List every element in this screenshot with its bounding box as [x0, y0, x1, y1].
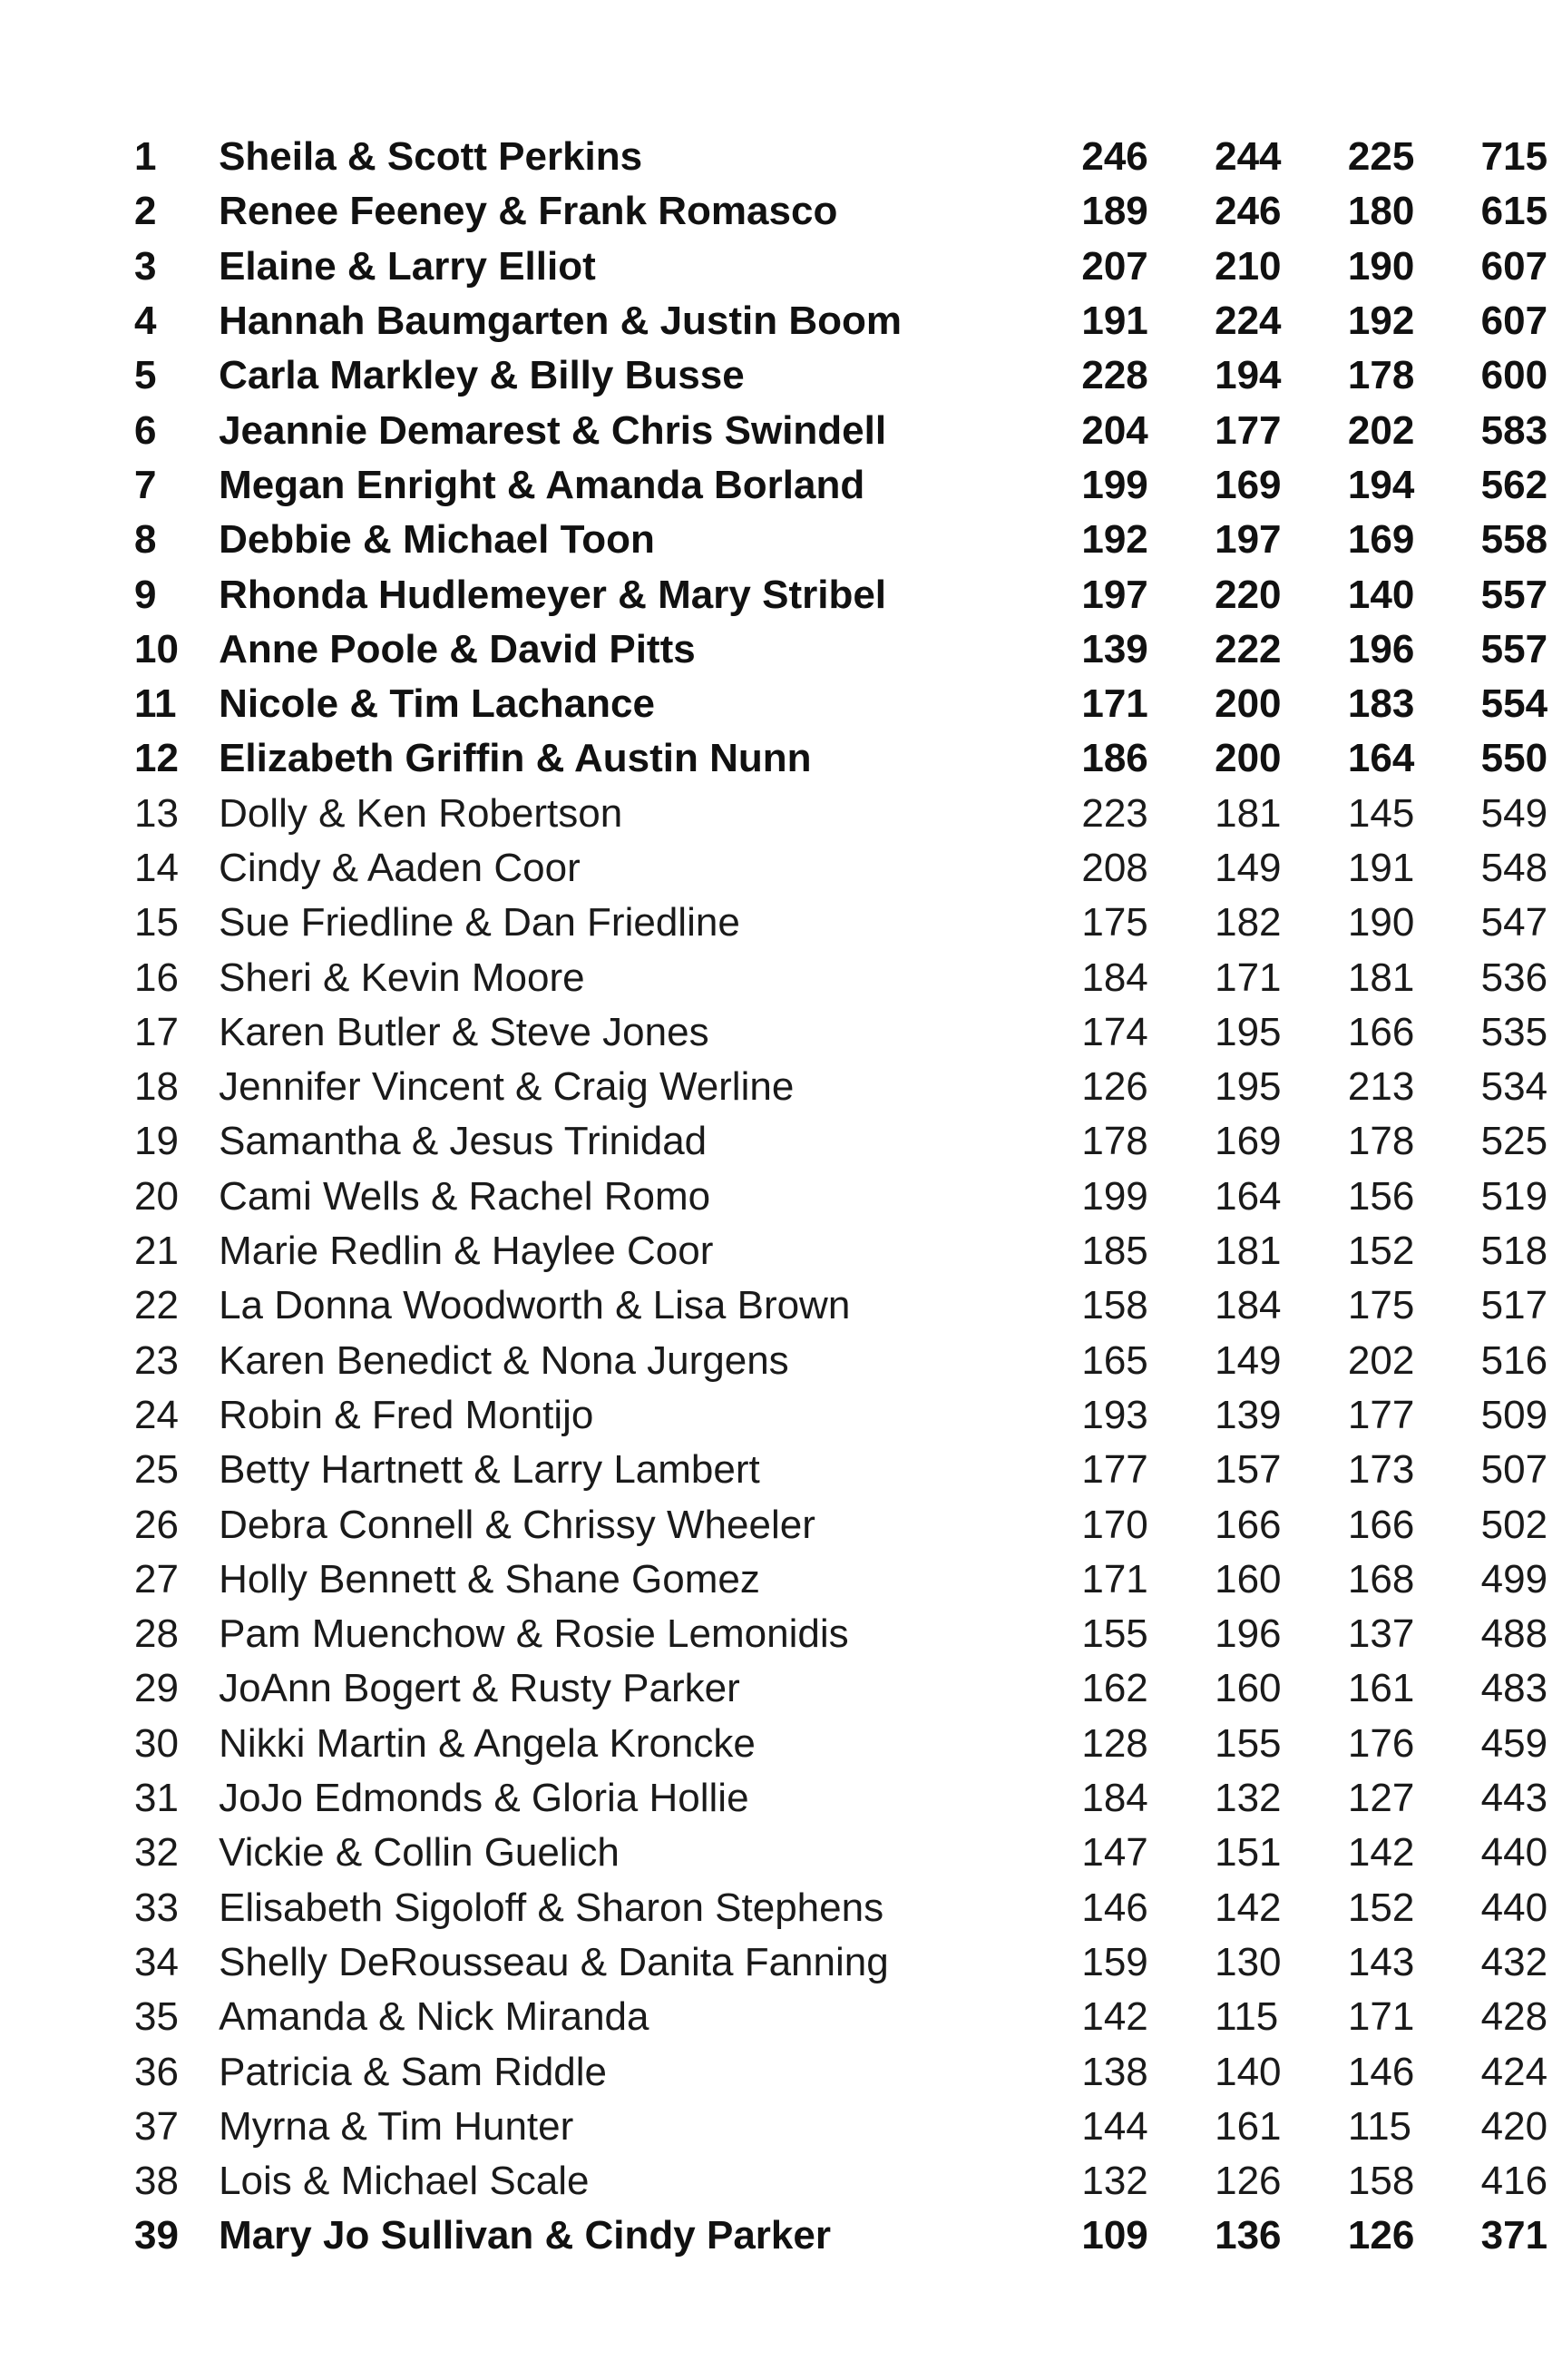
- game-2-score: 210: [1215, 243, 1282, 289]
- game-2-score: 181: [1215, 1229, 1282, 1274]
- game-2-score: 200: [1215, 736, 1282, 781]
- rank-cell: 4: [134, 299, 157, 344]
- total-score: 432: [1480, 1939, 1548, 1984]
- total-score: 525: [1480, 1119, 1548, 1164]
- game-2-score: 136: [1215, 2213, 1282, 2258]
- game-1-score: 178: [1081, 1119, 1148, 1164]
- game-3-score: 166: [1347, 1502, 1415, 1547]
- game-1-score: 171: [1081, 1556, 1148, 1601]
- rank-cell: 10: [134, 626, 179, 671]
- team-name: Cami Wells & Rachel Romo: [219, 1173, 711, 1219]
- game-2-score: 126: [1215, 2159, 1282, 2204]
- game-2-score: 182: [1215, 900, 1282, 945]
- total-score: 516: [1480, 1337, 1548, 1383]
- game-3-score: 137: [1347, 1611, 1415, 1657]
- team-name: Marie Redlin & Haylee Coor: [219, 1229, 714, 1274]
- rank-cell: 29: [134, 1666, 179, 1711]
- rank-cell: 5: [134, 353, 157, 398]
- rank-cell: 15: [134, 900, 179, 945]
- game-1-score: 177: [1081, 1447, 1148, 1493]
- game-1-score: 170: [1081, 1502, 1148, 1547]
- game-3-score: 192: [1347, 299, 1415, 344]
- game-2-score: 184: [1215, 1283, 1282, 1328]
- game-1-score: 146: [1081, 1885, 1148, 1930]
- team-name: Elaine & Larry Elliot: [219, 243, 596, 289]
- table-row: [134, 1334, 1562, 1388]
- rank-cell: 37: [134, 2103, 179, 2149]
- team-name: Elizabeth Griffin & Austin Nunn: [219, 736, 812, 781]
- game-2-score: 224: [1215, 299, 1282, 344]
- table-row: [134, 184, 1562, 239]
- game-3-score: 140: [1347, 572, 1415, 617]
- game-1-score: 191: [1081, 299, 1148, 344]
- game-1-score: 223: [1081, 790, 1148, 836]
- total-score: 459: [1480, 1720, 1548, 1766]
- game-3-score: 173: [1347, 1447, 1415, 1493]
- table-row: [134, 1771, 1562, 1826]
- team-name: La Donna Woodworth & Lisa Brown: [219, 1283, 851, 1328]
- team-name: Carla Markley & Billy Busse: [219, 353, 745, 398]
- team-name: Debbie & Michael Toon: [219, 517, 655, 563]
- total-score: 428: [1480, 1994, 1548, 2040]
- rank-cell: 32: [134, 1830, 179, 1876]
- game-3-score: 191: [1347, 846, 1415, 890]
- game-3-score: 115: [1347, 2103, 1412, 2149]
- game-3-score: 142: [1347, 1830, 1415, 1876]
- total-score: 440: [1480, 1830, 1548, 1876]
- game-3-score: 146: [1347, 2049, 1415, 2094]
- team-name: Holly Bennett & Shane Gomez: [219, 1556, 760, 1601]
- team-name: Karen Butler & Steve Jones: [219, 1009, 709, 1054]
- game-3-score: 190: [1347, 900, 1415, 945]
- game-1-score: 126: [1081, 1064, 1148, 1110]
- game-1-score: 175: [1081, 900, 1148, 945]
- table-row: [134, 841, 1562, 896]
- team-name: Nicole & Tim Lachance: [219, 681, 655, 727]
- game-2-score: 155: [1215, 1720, 1282, 1766]
- rank-cell: 16: [134, 955, 179, 1000]
- total-score: 549: [1480, 790, 1548, 836]
- game-1-score: 142: [1081, 1994, 1148, 2040]
- game-3-score: 158: [1347, 2159, 1415, 2204]
- game-1-score: 171: [1081, 681, 1148, 727]
- table-row: [134, 1935, 1562, 1990]
- table-row: [134, 1388, 1562, 1443]
- total-score: 607: [1480, 243, 1548, 289]
- game-1-score: 162: [1081, 1666, 1148, 1711]
- game-1-score: 192: [1081, 517, 1148, 563]
- game-1-score: 189: [1081, 189, 1148, 234]
- game-3-score: 176: [1347, 1720, 1415, 1766]
- team-name: Samantha & Jesus Trinidad: [219, 1119, 708, 1164]
- team-name: Dolly & Ken Robertson: [219, 790, 623, 836]
- team-name: Elisabeth Sigoloff & Sharon Stephens: [219, 1885, 884, 1930]
- game-1-score: 185: [1081, 1229, 1148, 1274]
- team-name: Betty Hartnett & Larry Lambert: [219, 1447, 760, 1493]
- game-1-score: 186: [1081, 736, 1148, 781]
- team-name: Rhonda Hudlemeyer & Mary Stribel: [219, 572, 887, 617]
- total-score: 547: [1480, 900, 1548, 945]
- game-2-score: 197: [1215, 517, 1282, 563]
- total-score: 554: [1480, 681, 1548, 727]
- game-3-score: 143: [1347, 1939, 1415, 1984]
- table-row: [134, 2209, 1562, 2263]
- game-3-score: 225: [1347, 134, 1415, 180]
- rank-cell: 6: [134, 407, 157, 453]
- game-3-score: 152: [1347, 1885, 1415, 1930]
- table-row: [134, 513, 1562, 567]
- game-1-score: 199: [1081, 462, 1148, 507]
- rank-cell: 33: [134, 1885, 179, 1930]
- game-1-score: 197: [1081, 572, 1148, 617]
- total-score: 557: [1480, 572, 1548, 617]
- game-1-score: 246: [1081, 134, 1148, 180]
- team-name: Megan Enright & Amanda Borland: [219, 462, 865, 507]
- game-1-score: 138: [1081, 2049, 1148, 2094]
- game-3-score: 164: [1347, 736, 1415, 781]
- table-row: [134, 2044, 1562, 2099]
- total-score: 488: [1480, 1611, 1548, 1657]
- total-score: 534: [1480, 1064, 1548, 1110]
- table-row: [134, 1552, 1562, 1607]
- rank-cell: 36: [134, 2049, 179, 2094]
- team-name: Mary Jo Sullivan & Cindy Parker: [219, 2213, 831, 2258]
- game-2-score: 157: [1215, 1447, 1282, 1493]
- total-score: 715: [1480, 134, 1548, 180]
- game-2-score: 171: [1215, 955, 1282, 1000]
- team-name: JoJo Edmonds & Gloria Hollie: [219, 1776, 749, 1821]
- total-score: 600: [1480, 353, 1548, 398]
- table-row: [134, 2154, 1562, 2209]
- table-row: [134, 2100, 1562, 2154]
- standings-body: [134, 130, 1562, 2264]
- game-1-score: 165: [1081, 1337, 1148, 1383]
- game-3-score: 169: [1347, 517, 1415, 563]
- game-3-score: 202: [1347, 1337, 1415, 1383]
- game-3-score: 161: [1347, 1666, 1415, 1711]
- game-1-score: 139: [1081, 626, 1148, 671]
- total-score: 535: [1480, 1009, 1548, 1054]
- rank-cell: 7: [134, 462, 157, 507]
- game-1-score: 144: [1081, 2103, 1148, 2149]
- team-name: Pam Muenchow & Rosie Lemonidis: [219, 1611, 849, 1657]
- game-2-score: 194: [1215, 353, 1282, 398]
- total-score: 562: [1480, 462, 1548, 507]
- total-score: 424: [1480, 2049, 1548, 2094]
- game-2-score: 149: [1215, 1337, 1282, 1383]
- team-name: Myrna & Tim Hunter: [219, 2103, 574, 2149]
- total-score: 536: [1480, 955, 1548, 1000]
- total-score: 557: [1480, 626, 1548, 671]
- game-1-score: 193: [1081, 1392, 1148, 1437]
- game-2-score: 151: [1215, 1830, 1282, 1876]
- game-2-score: 244: [1215, 134, 1282, 180]
- game-2-score: 140: [1215, 2049, 1282, 2094]
- game-3-score: 168: [1347, 1556, 1415, 1601]
- rank-cell: 20: [134, 1173, 179, 1219]
- table-row: [134, 950, 1562, 1004]
- game-3-score: 127: [1347, 1776, 1415, 1821]
- table-row: [134, 294, 1562, 348]
- game-1-score: 184: [1081, 1776, 1148, 1821]
- game-3-score: 180: [1347, 189, 1415, 234]
- game-1-score: 128: [1081, 1720, 1148, 1766]
- table-row: [134, 240, 1562, 294]
- rank-cell: 2: [134, 189, 157, 234]
- game-2-score: 222: [1215, 626, 1282, 671]
- total-score: 548: [1480, 846, 1548, 890]
- total-score: 558: [1480, 517, 1548, 563]
- team-name: Debra Connell & Chrissy Wheeler: [219, 1502, 815, 1547]
- team-name: Sheri & Kevin Moore: [219, 955, 585, 1000]
- table-row: [134, 1497, 1562, 1552]
- total-score: 509: [1480, 1392, 1548, 1437]
- total-score: 483: [1480, 1666, 1548, 1711]
- table-row: [134, 622, 1562, 677]
- total-score: 420: [1480, 2103, 1548, 2149]
- game-3-score: 196: [1347, 626, 1415, 671]
- team-name: Sheila & Scott Perkins: [219, 134, 643, 180]
- rank-cell: 12: [134, 736, 179, 781]
- total-score: 550: [1480, 736, 1548, 781]
- rank-cell: 19: [134, 1119, 179, 1164]
- table-row: [134, 403, 1562, 457]
- rank-cell: 39: [134, 2213, 179, 2258]
- team-name: Shelly DeRousseau & Danita Fanning: [219, 1939, 889, 1984]
- game-1-score: 159: [1081, 1939, 1148, 1984]
- total-score: 583: [1480, 407, 1548, 453]
- game-2-score: 115: [1215, 1994, 1279, 2040]
- game-2-score: 195: [1215, 1064, 1282, 1110]
- game-2-score: 130: [1215, 1939, 1282, 1984]
- game-3-score: 190: [1347, 243, 1415, 289]
- team-name: Cindy & Aaden Coor: [219, 846, 581, 890]
- total-score: 371: [1480, 2213, 1548, 2258]
- total-score: 440: [1480, 1885, 1548, 1930]
- table-row: [134, 348, 1562, 403]
- game-1-score: 109: [1081, 2213, 1148, 2258]
- game-3-score: 126: [1347, 2213, 1415, 2258]
- rank-cell: 27: [134, 1556, 179, 1601]
- team-name: Vickie & Collin Guelich: [219, 1830, 620, 1876]
- team-name: Hannah Baumgarten & Justin Boom: [219, 299, 903, 344]
- table-row: [134, 567, 1562, 622]
- table-row: [134, 1717, 1562, 1771]
- total-score: 416: [1480, 2159, 1548, 2204]
- game-1-score: 184: [1081, 955, 1148, 1000]
- table-row: [134, 1826, 1562, 1880]
- game-2-score: 166: [1215, 1502, 1282, 1547]
- game-2-score: 164: [1215, 1173, 1282, 1219]
- game-3-score: 213: [1347, 1064, 1415, 1110]
- team-name: Sue Friedline & Dan Friedline: [219, 900, 740, 945]
- game-3-score: 181: [1347, 955, 1415, 1000]
- game-2-score: 169: [1215, 462, 1282, 507]
- rank-cell: 38: [134, 2159, 179, 2204]
- team-name: Jennifer Vincent & Craig Werline: [219, 1064, 795, 1110]
- team-name: JoAnn Bogert & Rusty Parker: [219, 1666, 740, 1711]
- game-3-score: 178: [1347, 1119, 1415, 1164]
- table-row: [134, 896, 1562, 950]
- team-name: Jeannie Demarest & Chris Swindell: [219, 407, 887, 453]
- game-1-score: 204: [1081, 407, 1148, 453]
- team-name: Robin & Fred Montijo: [219, 1392, 594, 1437]
- game-3-score: 178: [1347, 353, 1415, 398]
- game-2-score: 160: [1215, 1666, 1282, 1711]
- table-row: [134, 1443, 1562, 1497]
- table-row: [134, 1224, 1562, 1278]
- game-2-score: 139: [1215, 1392, 1282, 1437]
- game-1-score: 208: [1081, 846, 1148, 890]
- game-1-score: 174: [1081, 1009, 1148, 1054]
- rank-cell: 30: [134, 1720, 179, 1766]
- game-3-score: 171: [1347, 1994, 1415, 2040]
- game-3-score: 145: [1347, 790, 1415, 836]
- team-name: Nikki Martin & Angela Kroncke: [219, 1720, 756, 1766]
- table-row: [134, 677, 1562, 731]
- game-2-score: 149: [1215, 846, 1282, 890]
- rank-cell: 14: [134, 846, 179, 890]
- game-1-score: 132: [1081, 2159, 1148, 2204]
- game-1-score: 207: [1081, 243, 1148, 289]
- game-2-score: 132: [1215, 1776, 1282, 1821]
- game-3-score: 194: [1347, 462, 1415, 507]
- rank-cell: 21: [134, 1229, 179, 1274]
- table-row: [134, 1114, 1562, 1169]
- rank-cell: 28: [134, 1611, 179, 1657]
- game-3-score: 175: [1347, 1283, 1415, 1328]
- rank-cell: 13: [134, 790, 179, 836]
- game-2-score: 177: [1215, 407, 1282, 453]
- game-2-score: 220: [1215, 572, 1282, 617]
- game-2-score: 181: [1215, 790, 1282, 836]
- rank-cell: 34: [134, 1939, 179, 1984]
- rank-cell: 35: [134, 1994, 179, 2040]
- game-3-score: 177: [1347, 1392, 1415, 1437]
- game-3-score: 202: [1347, 407, 1415, 453]
- game-2-score: 169: [1215, 1119, 1282, 1164]
- rank-cell: 25: [134, 1447, 179, 1493]
- game-3-score: 156: [1347, 1173, 1415, 1219]
- rank-cell: 9: [134, 572, 157, 617]
- total-score: 517: [1480, 1283, 1548, 1328]
- rank-cell: 3: [134, 243, 157, 289]
- table-row: [134, 458, 1562, 513]
- team-name: Patricia & Sam Riddle: [219, 2049, 608, 2094]
- total-score: 518: [1480, 1229, 1548, 1274]
- rank-cell: 18: [134, 1064, 179, 1110]
- team-name: Amanda & Nick Miranda: [219, 1994, 649, 2040]
- team-name: Anne Poole & David Pitts: [219, 626, 696, 671]
- table-row: [134, 130, 1562, 184]
- game-1-score: 158: [1081, 1283, 1148, 1328]
- game-3-score: 166: [1347, 1009, 1415, 1054]
- table-row: [134, 1060, 1562, 1114]
- rank-cell: 22: [134, 1283, 179, 1328]
- rank-cell: 24: [134, 1392, 179, 1437]
- game-2-score: 200: [1215, 681, 1282, 727]
- game-1-score: 228: [1081, 353, 1148, 398]
- game-1-score: 147: [1081, 1830, 1148, 1876]
- game-2-score: 246: [1215, 189, 1282, 234]
- rank-cell: 31: [134, 1776, 179, 1821]
- game-1-score: 199: [1081, 1173, 1148, 1219]
- rank-cell: 8: [134, 517, 157, 563]
- team-name: Renee Feeney & Frank Romasco: [219, 189, 838, 234]
- game-2-score: 196: [1215, 1611, 1282, 1657]
- team-name: Karen Benedict & Nona Jurgens: [219, 1337, 789, 1383]
- table-row: [134, 1990, 1562, 2044]
- table-row: [134, 731, 1562, 786]
- game-2-score: 142: [1215, 1885, 1282, 1930]
- total-score: 499: [1480, 1556, 1548, 1601]
- total-score: 607: [1480, 299, 1548, 344]
- table-row: [134, 1005, 1562, 1060]
- rank-cell: 11: [134, 681, 177, 727]
- game-2-score: 160: [1215, 1556, 1282, 1601]
- table-row: [134, 1278, 1562, 1333]
- table-row: [134, 1170, 1562, 1224]
- game-1-score: 155: [1081, 1611, 1148, 1657]
- game-2-score: 161: [1215, 2103, 1282, 2149]
- table-row: [134, 1607, 1562, 1661]
- rank-cell: 17: [134, 1009, 179, 1054]
- table-row: [134, 1661, 1562, 1716]
- table-row: [134, 1881, 1562, 1935]
- standings-table: [134, 130, 1562, 2264]
- game-3-score: 183: [1347, 681, 1415, 727]
- total-score: 443: [1480, 1776, 1548, 1821]
- team-name: Lois & Michael Scale: [219, 2159, 590, 2204]
- rank-cell: 26: [134, 1502, 179, 1547]
- game-2-score: 195: [1215, 1009, 1282, 1054]
- total-score: 507: [1480, 1447, 1548, 1493]
- total-score: 519: [1480, 1173, 1548, 1219]
- total-score: 502: [1480, 1502, 1548, 1547]
- game-3-score: 152: [1347, 1229, 1415, 1274]
- rank-cell: 23: [134, 1337, 179, 1383]
- total-score: 615: [1480, 189, 1548, 234]
- rank-cell: 1: [134, 134, 157, 180]
- table-row: [134, 787, 1562, 841]
